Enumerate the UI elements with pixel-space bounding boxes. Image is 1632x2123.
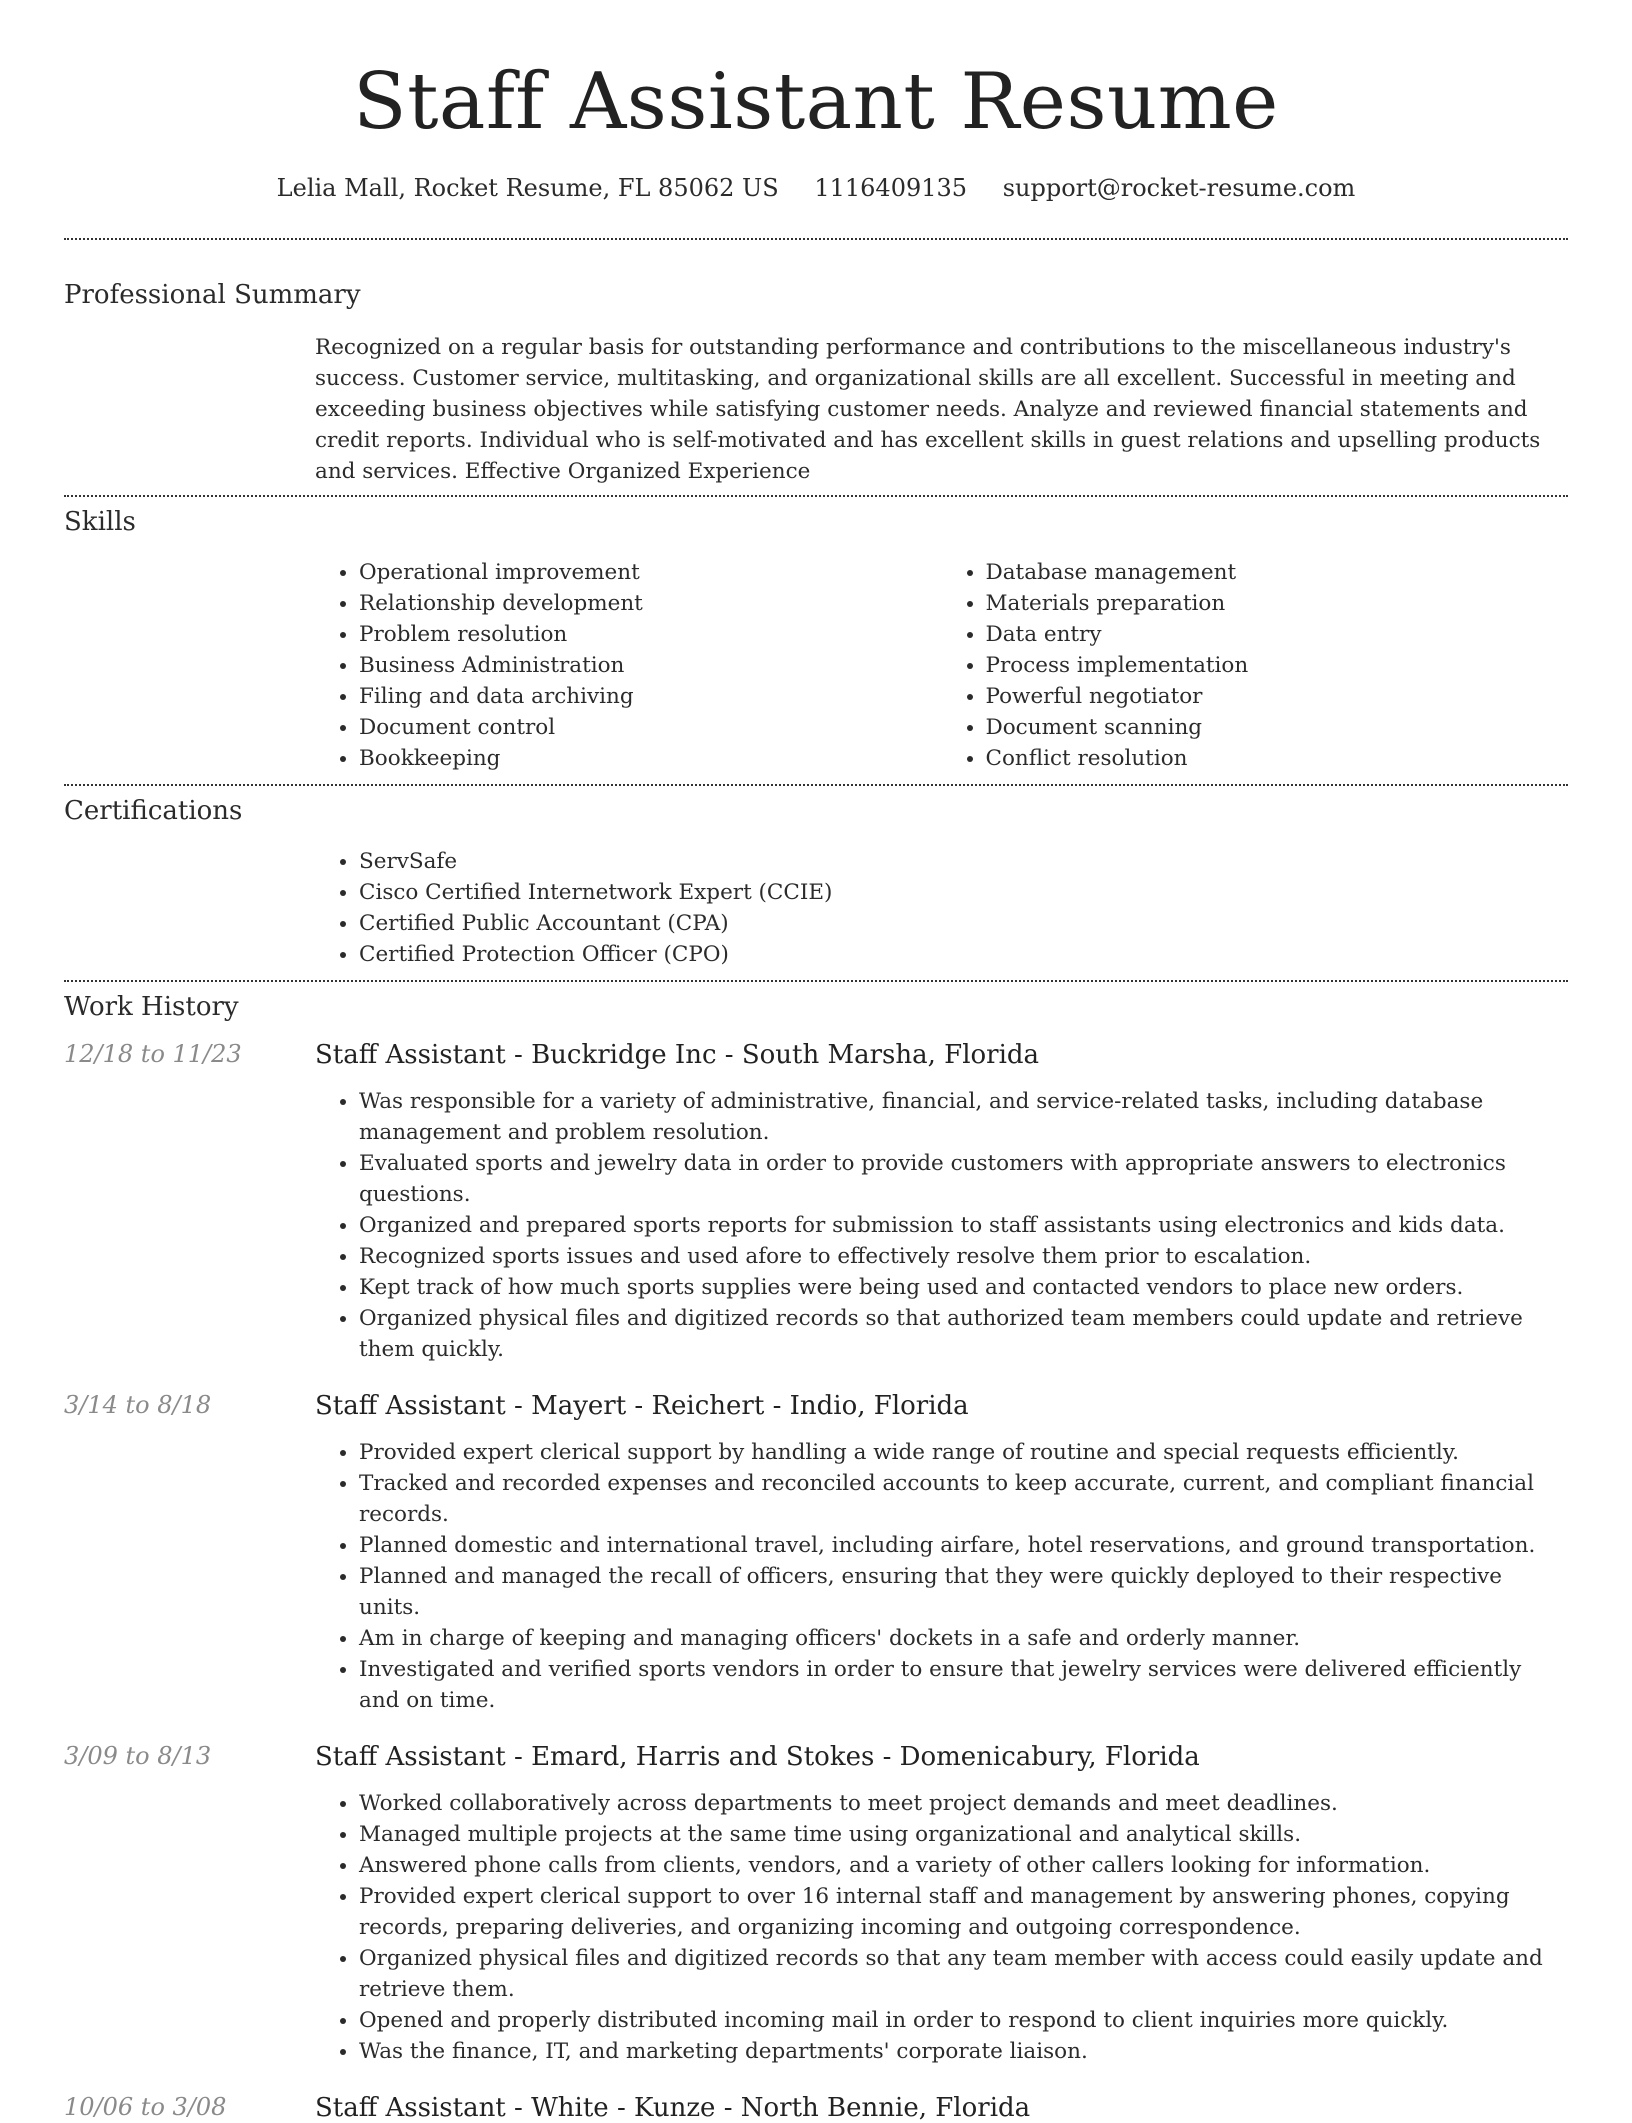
list-item: • Planned domestic and international travel, including airfare, hotel reservations, and ground transportation. xyxy=(359,1530,1568,1561)
section-heading-work-history: Work History xyxy=(64,992,239,1022)
list-item: • Provided expert clerical support by handling a wide range of routine and special requests efficiently. xyxy=(359,1437,1568,1468)
list-item: • Bookkeeping xyxy=(359,743,942,774)
list-item: • Answered phone calls from clients, vendors, and a variety of other callers looking for information. xyxy=(359,1850,1568,1881)
certifications-list xyxy=(315,846,1568,970)
skills-list-left xyxy=(315,557,942,774)
list-item: • Database management xyxy=(986,557,1569,588)
list-item: • Data entry xyxy=(986,619,1569,650)
list-item: • Organized and prepared sports reports for submission to staff assistants using electronics and kids data. xyxy=(359,1210,1568,1241)
job-dates: 10/06 to 3/08 xyxy=(64,2093,227,2121)
list-item: • Investigated and verified sports vendors in order to ensure that jewelry services were delivered efficiently and on time. xyxy=(359,1654,1568,1716)
job-dates: 12/18 to 11/23 xyxy=(64,1040,242,1068)
list-item: • Cisco Certified Internetwork Expert (CCIE) xyxy=(359,877,1568,908)
list-item: • Am in charge of keeping and managing officers' dockets in a safe and orderly manner. xyxy=(359,1623,1568,1654)
job-bullets xyxy=(315,1437,1568,1716)
summary-section xyxy=(64,240,1568,495)
list-item: • Relationship development xyxy=(359,588,942,619)
skills-section xyxy=(64,497,1568,784)
list-item: • Planned and managed the recall of officers, ensuring that they were quickly deployed to their respective units. xyxy=(359,1561,1568,1623)
list-item: • Document scanning xyxy=(986,712,1569,743)
list-item: • Worked collaboratively across departments to meet project demands and meet deadlines. xyxy=(359,1788,1568,1819)
list-item: • Powerful negotiator xyxy=(986,681,1569,712)
list-item: • Operational improvement xyxy=(359,557,942,588)
list-item: • Certified Protection Officer (CPO) xyxy=(359,939,1568,970)
section-heading-summary: Professional Summary xyxy=(64,280,361,310)
work-history-section xyxy=(64,982,1568,2123)
job-title: Staff Assistant - Emard, Harris and Stokes - Domenicabury, Florida xyxy=(315,1742,1200,1772)
job-bullet-list xyxy=(315,1437,1568,1716)
job-bullets xyxy=(315,1086,1568,1365)
job-title: Staff Assistant - Mayert - Reichert - Indio, Florida xyxy=(315,1391,969,1421)
list-item: • Problem resolution xyxy=(359,619,942,650)
contact-address: Lelia Mall, Rocket Resume, FL 85062 US xyxy=(276,174,779,202)
list-item: • Kept track of how much sports supplies were being used and contacted vendors to place new orders. xyxy=(359,1272,1568,1303)
list-item: • Opened and properly distributed incoming mail in order to respond to client inquiries more quickly. xyxy=(359,2005,1568,2036)
job-bullets xyxy=(315,1788,1568,2067)
list-item: • Was responsible for a variety of administrative, financial, and service-related tasks, including database management and problem resolution. xyxy=(359,1086,1568,1148)
list-item: • Was the finance, IT, and marketing departments' corporate liaison. xyxy=(359,2036,1568,2067)
resume-page xyxy=(64,0,1568,2123)
skills-list-right xyxy=(942,557,1569,774)
job-bullet-list xyxy=(315,1788,1568,2067)
contact-phone: 1116409135 xyxy=(814,174,968,202)
list-item: • Document control xyxy=(359,712,942,743)
list-item: • Tracked and recorded expenses and reconciled accounts to keep accurate, current, and compliant financial records. xyxy=(359,1468,1568,1530)
list-item: • Managed multiple projects at the same time using organizational and analytical skills. xyxy=(359,1819,1568,1850)
job-entry xyxy=(64,1742,1568,2067)
resume-title: Staff Assistant Resume xyxy=(353,57,1279,147)
list-item: • Filing and data archiving xyxy=(359,681,942,712)
list-item: • Provided expert clerical support to over 16 internal staff and management by answering phones, copying records, preparing deliveries, and organizing incoming and outgoing correspondence. xyxy=(359,1881,1568,1943)
contact-email: support@rocket-resume.com xyxy=(1002,174,1356,202)
certifications-list-wrap xyxy=(315,846,1568,980)
list-item: • Certified Public Accountant (CPA) xyxy=(359,908,1568,939)
section-heading-skills: Skills xyxy=(64,507,136,537)
list-item: • Organized physical files and digitized records so that authorized team members could update and retrieve them quickly. xyxy=(359,1303,1568,1365)
job-title: Staff Assistant - Buckridge Inc - South Marsha, Florida xyxy=(315,1040,1040,1070)
summary-text: Recognized on a regular basis for outstanding performance and contributions to the miscellaneous industry's success. Customer service, multitasking, and organizational skills are all excellent. Successful in meeting and exceeding business objectives while satisfying customer needs. Analyze and reviewed financial statements and credit reports. Individual who is self-motivated and has excellent skills in guest relations and upselling products and services. Effective Organized Experience xyxy=(315,335,1541,484)
list-item: • Materials preparation xyxy=(986,588,1569,619)
list-item: • Conflict resolution xyxy=(986,743,1569,774)
contact-line xyxy=(64,174,1568,202)
job-dates: 3/09 to 8/13 xyxy=(64,1742,212,1770)
job-entry xyxy=(64,2093,1568,2123)
list-item: • Organized physical files and digitized records so that any team member with access could easily update and retrieve them. xyxy=(359,1943,1568,2005)
list-item: • Process implementation xyxy=(986,650,1569,681)
skills-columns xyxy=(315,557,1568,784)
list-item: • Recognized sports issues and used afore to effectively resolve them prior to escalation. xyxy=(359,1241,1568,1272)
job-entry xyxy=(64,1391,1568,1716)
list-item: • ServSafe xyxy=(359,846,1568,877)
job-bullet-list xyxy=(315,1086,1568,1365)
list-item: • Evaluated sports and jewelry data in order to provide customers with appropriate answers to electronics questions. xyxy=(359,1148,1568,1210)
section-heading-certifications: Certifications xyxy=(64,796,243,826)
job-entry xyxy=(64,1040,1568,1365)
certifications-section xyxy=(64,786,1568,980)
job-dates: 3/14 to 8/18 xyxy=(64,1391,212,1419)
list-item: • Business Administration xyxy=(359,650,942,681)
job-title: Staff Assistant - White - Kunze - North Bennie, Florida xyxy=(315,2093,1031,2123)
